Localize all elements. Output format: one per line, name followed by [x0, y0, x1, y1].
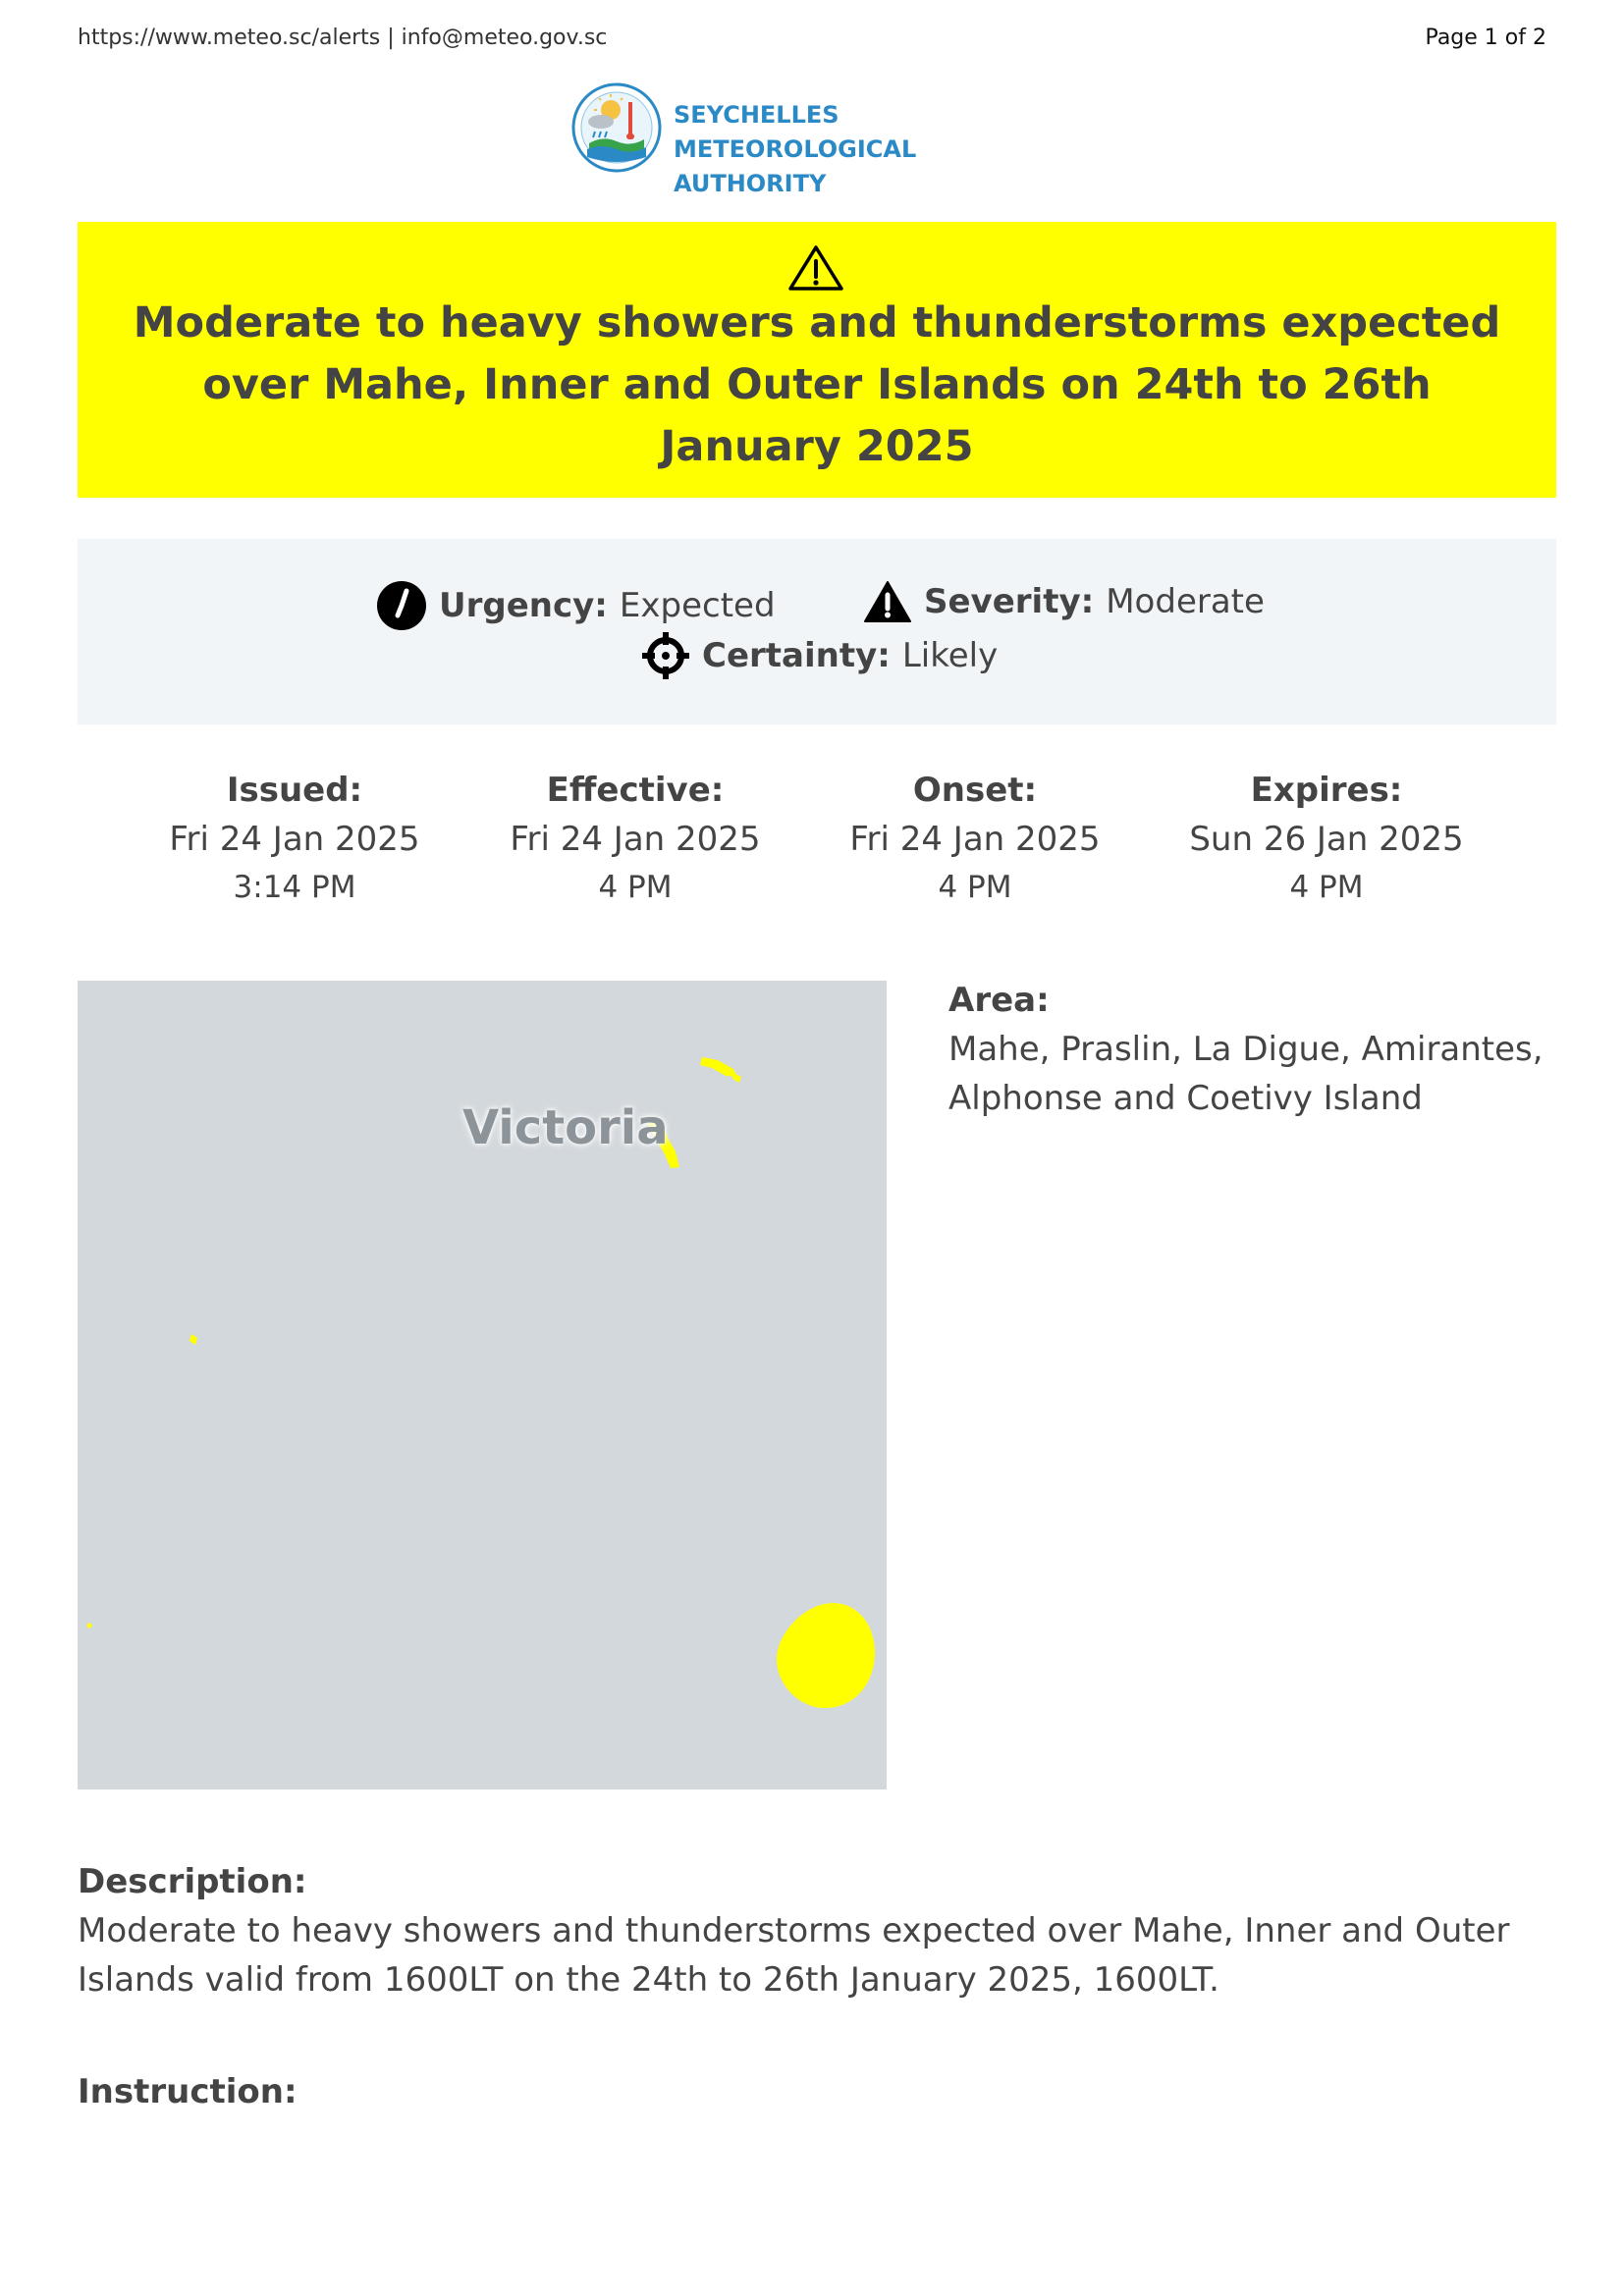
- effective-date: Fri 24 Jan 2025: [510, 820, 761, 859]
- urgency-value: Expected: [619, 586, 776, 625]
- expires-label: Expires:: [1250, 771, 1403, 810]
- description-label: Description:: [78, 1862, 307, 1901]
- effective-time: 4 PM: [598, 870, 673, 905]
- map-area-coetivy: [777, 1603, 875, 1708]
- area-label: Area:: [948, 981, 1050, 1020]
- sma-logo: [568, 79, 1078, 197]
- clock-icon: [376, 580, 427, 631]
- map-city-label: Victoria: [462, 1100, 669, 1155]
- alert-banner: [78, 222, 1556, 498]
- onset-time: 4 PM: [938, 870, 1012, 905]
- urgency-label: Urgency:: [439, 586, 608, 625]
- map-area-small-island-a: [189, 1334, 197, 1345]
- description-value: Moderate to heavy showers and thunderstorms expected over Mahe, Inner and Outer Islands valid from 1600LT on the 24th to 26th January 2025, 1600LT.: [78, 1911, 1510, 2000]
- alert-headline: Moderate to heavy showers and thunderstorms expected over Mahe, Inner and Outer Islands on 24th to 26th January 2025: [133, 298, 1501, 471]
- warning-filled-icon: [863, 580, 912, 623]
- sma-logo-emblem-icon: [568, 79, 666, 177]
- logo-name-line2: AUTHORITY: [674, 170, 827, 197]
- page-header: [78, 26, 1546, 55]
- alert-dates: [78, 766, 1556, 913]
- effective-column: [478, 766, 792, 911]
- onset-column: [818, 766, 1132, 911]
- map-area-la-digue: [732, 1073, 741, 1083]
- instruction-label: Instruction:: [78, 2072, 298, 2111]
- certainty-label: Certainty:: [702, 636, 891, 675]
- issued-column: [137, 766, 452, 911]
- alert-meta-box: [78, 539, 1556, 724]
- severity-label: Severity:: [924, 582, 1095, 621]
- header-url-email[interactable]: https://www.meteo.sc/alerts | info@meteo.gov.sc: [78, 26, 608, 50]
- effective-label: Effective:: [546, 771, 725, 810]
- urgency-item: [376, 580, 776, 631]
- map-area-small-island-b: [87, 1624, 92, 1629]
- certainty-value: Likely: [901, 636, 999, 675]
- expires-time: 4 PM: [1289, 870, 1364, 905]
- map-area-praslin: [700, 1057, 737, 1077]
- description-section: [78, 1857, 1556, 2004]
- instruction-section: [78, 2067, 1556, 2116]
- onset-date: Fri 24 Jan 2025: [849, 820, 1101, 859]
- area-section: [948, 976, 1567, 1123]
- logo-name: [674, 98, 1078, 201]
- onset-label: Onset:: [912, 771, 1038, 810]
- crosshair-icon: [641, 631, 690, 680]
- area-value: Mahe, Praslin, La Digue, Amirantes, Alphonse and Coetivy Island: [948, 1030, 1543, 1118]
- logo-name-line1: SEYCHELLES METEOROLOGICAL: [674, 101, 917, 163]
- issued-label: Issued:: [226, 771, 363, 810]
- warning-triangle-outline-icon: [786, 243, 845, 293]
- severity-item: [863, 580, 1265, 623]
- alert-area-map[interactable]: [78, 981, 887, 1789]
- issued-date: Fri 24 Jan 2025: [169, 820, 420, 859]
- severity-value: Moderate: [1106, 582, 1265, 621]
- issued-time: 3:14 PM: [233, 870, 356, 905]
- expires-column: [1169, 766, 1484, 911]
- page-indicator: Page 1 of 2: [1425, 26, 1546, 50]
- certainty-item: [641, 631, 998, 680]
- expires-date: Sun 26 Jan 2025: [1189, 820, 1464, 859]
